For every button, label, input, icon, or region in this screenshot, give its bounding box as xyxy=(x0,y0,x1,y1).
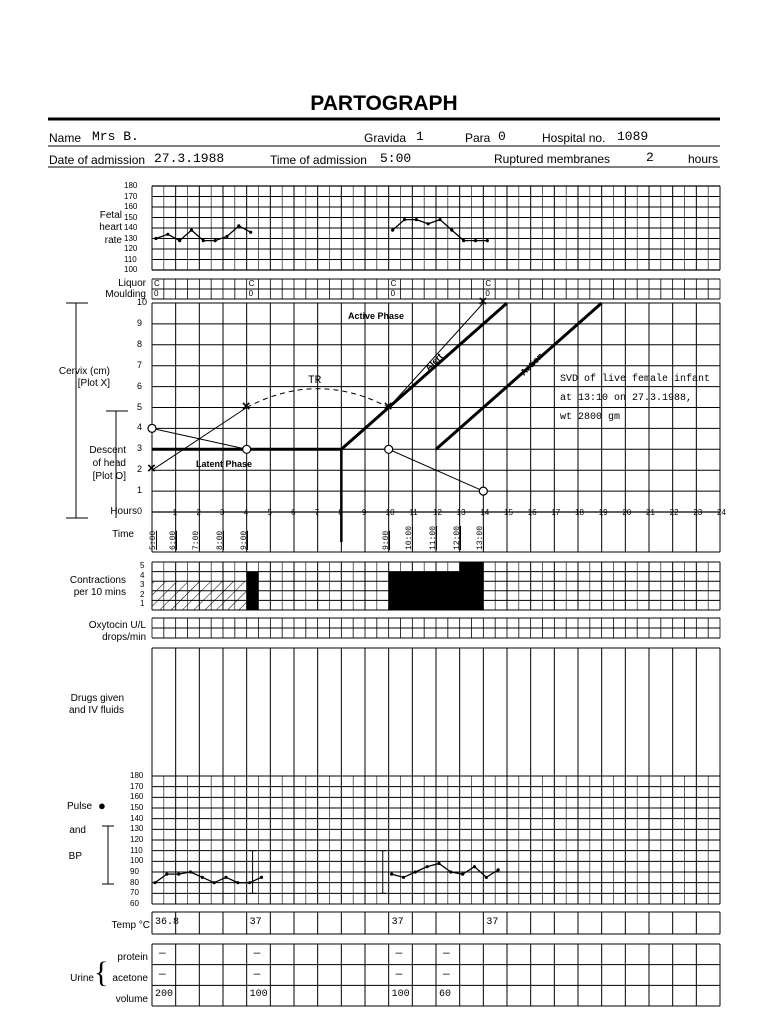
urine-label: Urine xyxy=(70,973,94,984)
hour-tick-label: 3 xyxy=(220,508,225,517)
alert-line-label: Alert xyxy=(423,351,445,373)
liquor-value: C xyxy=(248,279,255,288)
temp-value: 36.8 xyxy=(155,917,180,928)
moulding-label: Moulding xyxy=(105,289,146,300)
delivery-note-1: SVD of live female infant xyxy=(560,374,711,385)
fhr-label-1: Fetal xyxy=(99,210,122,221)
fhr-series-2-point xyxy=(403,218,406,221)
hour-tick-label: 4 xyxy=(243,508,249,517)
contraction-hatched-bar xyxy=(199,581,223,610)
contraction-hatched-bar xyxy=(223,581,247,610)
and-label: and xyxy=(69,825,86,836)
hour-tick-label: 5 xyxy=(267,508,272,517)
temp-value: 37 xyxy=(249,917,262,928)
volume-value: 60 xyxy=(439,989,452,1001)
bp-label: BP xyxy=(68,851,82,862)
descent-o-mark xyxy=(243,445,251,453)
pulse-series-2-point xyxy=(473,865,476,868)
contractions-label-1: Contractions xyxy=(69,575,126,586)
volume-value: 100 xyxy=(391,989,410,1001)
hour-tick-label: 8 xyxy=(338,508,343,517)
volume-value: 200 xyxy=(155,989,174,1001)
acetone-value: — xyxy=(395,968,403,981)
fhr-tick-label: 180 xyxy=(124,181,138,190)
pulse-tick-label: 140 xyxy=(130,813,144,823)
time-value: 9:00 xyxy=(239,530,249,550)
hour-tick-label: 12 xyxy=(433,508,442,517)
pulse-series-1-point xyxy=(177,873,180,876)
alert-line xyxy=(341,303,507,449)
oxytocin-label-1: Oxytocin U/L xyxy=(88,620,146,631)
hour-tick-label: 9 xyxy=(362,508,367,517)
pulse-tick-label: 150 xyxy=(130,803,144,812)
pulse-tick-label: 160 xyxy=(130,792,144,802)
oxytocin-label-2: drops/min xyxy=(102,632,146,643)
contractions-tick-label: 2 xyxy=(140,589,145,599)
hour-tick-label: 19 xyxy=(598,508,608,517)
ruptured-label: Ruptured membranes xyxy=(494,152,611,166)
fhr-series-2-point xyxy=(486,239,489,242)
pulse-series-2-point xyxy=(461,873,464,876)
temp-label: Temp °C xyxy=(111,920,150,931)
hours-axis-label: Hours xyxy=(110,506,137,517)
fhr-tick-label: 100 xyxy=(124,265,138,274)
pulse-tick-label: 80 xyxy=(130,877,139,887)
contractions-tick-label: 4 xyxy=(140,570,145,580)
para-label: Para xyxy=(465,131,491,145)
hour-tick-label: 13 xyxy=(456,508,466,517)
pulse-series-2-point xyxy=(437,862,440,865)
acetone-value: — xyxy=(253,968,261,981)
fhr-series-2-point xyxy=(462,239,465,242)
action-line-label: Action xyxy=(518,350,546,378)
pulse-tick-label: 90 xyxy=(130,867,139,876)
hour-tick-label: 21 xyxy=(646,508,655,517)
active-phase-label: Active Phase xyxy=(348,311,405,321)
hour-tick-label: 23 xyxy=(693,508,703,517)
pulse-tick-label: 170 xyxy=(130,781,144,791)
descent-o-mark xyxy=(148,424,156,432)
delivery-note-2: at 13:10 on 27.3.1988, xyxy=(560,393,693,404)
hour-tick-label: 15 xyxy=(504,508,513,517)
time-value: 8:00 xyxy=(216,530,225,550)
fhr-tick-label: 140 xyxy=(124,223,138,232)
fhr-series-1-point xyxy=(202,239,205,242)
delivery-note-3: wt 2800 gm xyxy=(560,412,621,423)
cervix-tick-label: 1 xyxy=(137,485,143,496)
acetone-value: — xyxy=(443,968,450,981)
fhr-tick-label: 130 xyxy=(124,233,138,243)
fhr-series-1-point xyxy=(154,237,157,240)
hour-tick-label: 17 xyxy=(551,508,561,517)
hour-tick-label: 24 xyxy=(717,508,726,517)
cervix-tick-label: 3 xyxy=(137,443,143,454)
pulse-series-1-point xyxy=(224,876,227,879)
volume-value: 100 xyxy=(249,989,268,1001)
pulse-series-1-point xyxy=(236,881,239,884)
hour-tick-label: 2 xyxy=(196,508,201,517)
hour-tick-label: 16 xyxy=(527,508,537,517)
pulse-series-2-point xyxy=(402,876,405,879)
pulse-tick-label: 100 xyxy=(130,856,144,866)
date-value: 27.3.1988 xyxy=(154,151,225,166)
gravida-value: 1 xyxy=(416,129,424,144)
para-value: 0 xyxy=(498,129,506,144)
fhr-tick-label: 150 xyxy=(124,212,138,222)
fhr-series-1-point xyxy=(166,233,169,236)
cervix-tick-label: 5 xyxy=(137,401,143,412)
drugs-label-1: Drugs given xyxy=(70,693,124,704)
fhr-series-2-point xyxy=(438,218,441,221)
time-value: 9:00 xyxy=(381,530,391,550)
dilation-x-mark: × xyxy=(478,294,488,311)
temp-value: 37 xyxy=(391,917,404,928)
cervix-tick-label: 7 xyxy=(137,359,143,370)
contraction-solid-bar xyxy=(247,572,259,610)
fhr-series-1-point xyxy=(178,239,181,242)
drugs-label-2: and IV fluids xyxy=(68,705,124,716)
date-label: Date of admission xyxy=(49,153,146,167)
fhr-series-2-point xyxy=(391,229,394,232)
time-admission-label: Time of admission xyxy=(270,153,367,167)
hour-tick-label: 20 xyxy=(622,508,632,517)
hour-tick-label: 6 xyxy=(291,508,296,517)
hours-label: hours xyxy=(688,152,719,166)
fhr-series-1-point xyxy=(190,229,193,232)
pulse-tick-label: 130 xyxy=(130,824,144,834)
cervix-tick-label: 0 xyxy=(137,506,143,516)
name-value: Mrs B. xyxy=(92,129,139,144)
protein-value: — xyxy=(159,948,166,960)
fhr-tick-label: 120 xyxy=(124,244,138,253)
name-label: Name xyxy=(49,131,82,145)
pulse-series-2-point xyxy=(449,870,452,873)
descent-o-mark xyxy=(385,445,393,453)
fhr-label-2: heart xyxy=(99,222,122,233)
fhr-series-1-point xyxy=(225,235,228,238)
descent-label-3: [Plot O] xyxy=(92,471,126,482)
pulse-series-1-point xyxy=(213,881,216,884)
pulse-series-1-point xyxy=(165,873,168,876)
pulse-series-1 xyxy=(155,872,262,883)
pulse-series-1-point xyxy=(201,876,204,879)
time-label: Time xyxy=(112,529,134,540)
descent-label-2: of head xyxy=(92,458,126,469)
time-value: 6:00 xyxy=(168,530,178,550)
fhr-series-2-point xyxy=(450,229,453,232)
contraction-solid-bar xyxy=(436,572,460,610)
cervix-tick-label: 8 xyxy=(137,338,143,349)
fhr-tick-label: 110 xyxy=(124,254,137,264)
fhr-series-1-point xyxy=(214,239,217,242)
descent-o-mark xyxy=(479,487,487,495)
fhr-tick-label: 170 xyxy=(124,191,138,201)
liquor-value: C xyxy=(485,279,492,288)
pulse-series-2-point xyxy=(414,870,417,873)
liquor-value: C xyxy=(154,279,160,288)
cervix-tick-label: 6 xyxy=(137,380,143,391)
protein-value: — xyxy=(253,948,261,960)
fhr-series-2-point xyxy=(474,239,477,242)
hour-tick-label: 14 xyxy=(480,508,490,517)
pulse-series-1-point xyxy=(248,881,251,884)
fhr-tick-label: 160 xyxy=(124,202,138,211)
contraction-hatched-bar xyxy=(152,581,176,610)
time-value: 11:00 xyxy=(429,525,438,550)
moulding-value: 0 xyxy=(485,289,490,298)
fhr-label-3: rate xyxy=(104,235,122,246)
cervix-tick-label: 9 xyxy=(137,317,143,328)
dilation-x-mark: × xyxy=(147,461,157,479)
pulse-series-2-point xyxy=(426,865,429,868)
hour-tick-label: 1 xyxy=(172,508,178,517)
pulse-series-1-point xyxy=(189,870,192,873)
descent-label-1: Descent xyxy=(89,445,126,456)
pulse-dot-icon: ● xyxy=(98,798,106,813)
dilation-x-mark: × xyxy=(241,398,251,416)
contraction-solid-bar xyxy=(412,572,436,610)
pulse-tick-label: 60 xyxy=(130,899,139,908)
pulse-tick-label: 120 xyxy=(130,835,144,844)
pulse-label: Pulse xyxy=(66,801,92,812)
moulding-value: 0 xyxy=(154,289,159,298)
fhr-series-2-point xyxy=(427,222,430,225)
tr-label: TR xyxy=(308,375,322,387)
gravida-label: Gravida xyxy=(364,131,407,145)
time-value: 12:00 xyxy=(452,525,462,550)
protein-value: — xyxy=(395,948,403,960)
hour-tick-label: 10 xyxy=(385,508,395,517)
hour-tick-label: 11 xyxy=(409,508,418,517)
fhr-series-1-point xyxy=(249,231,252,234)
pulse-series-2 xyxy=(392,863,499,877)
cervix-tick-label: 10 xyxy=(137,297,148,307)
protein-value: — xyxy=(443,948,450,960)
time-value: 5:00 xyxy=(149,530,158,550)
contractions-tick-label: 3 xyxy=(140,580,145,590)
pulse-series-2-point xyxy=(390,873,393,876)
liquor-label: Liquor xyxy=(118,278,146,289)
pulse-tick-label: 110 xyxy=(130,845,143,855)
pulse-tick-label: 70 xyxy=(130,888,139,898)
hour-tick-label: 18 xyxy=(575,508,584,517)
time-admission-value: 5:00 xyxy=(380,151,412,166)
ruptured-value: 2 xyxy=(646,150,654,165)
volume-label: volume xyxy=(115,994,148,1005)
hour-tick-label: 22 xyxy=(669,508,679,517)
contractions-tick-label: 5 xyxy=(140,561,145,570)
pulse-series-1-point xyxy=(153,881,156,884)
dilation-x-mark: × xyxy=(383,398,393,416)
latent-phase-label: Latent Phase xyxy=(196,459,253,469)
hospital-label: Hospital no. xyxy=(542,131,606,145)
time-value: 10:00 xyxy=(405,525,415,550)
moulding-value: 0 xyxy=(390,289,396,298)
time-value: 7:00 xyxy=(192,530,202,550)
liquor-value: C xyxy=(390,279,397,288)
urine-brace-icon: { xyxy=(94,956,109,989)
pulse-series-1-point xyxy=(260,876,263,879)
fhr-series-2-point xyxy=(415,218,418,221)
cervix-tick-label: 4 xyxy=(137,422,143,433)
page-title: PARTOGRAPH xyxy=(310,92,458,115)
time-value: 13:00 xyxy=(476,525,486,550)
cervix-sub-label: [Plot X] xyxy=(77,378,110,389)
fhr-series-2 xyxy=(393,220,488,241)
acetone-label: acetone xyxy=(112,973,148,984)
contractions-tick-label: 1 xyxy=(140,599,145,609)
moulding-value: 0 xyxy=(248,289,254,298)
hour-tick-label: 7 xyxy=(314,508,320,517)
contraction-solid-bar xyxy=(389,572,413,610)
acetone-value: — xyxy=(159,968,166,981)
contractions-label-2: per 10 mins xyxy=(73,587,126,598)
pulse-tick-label: 180 xyxy=(130,771,144,780)
pulse-series-2-point xyxy=(485,876,488,879)
contraction-solid-bar xyxy=(460,562,484,610)
protein-label: protein xyxy=(117,952,148,963)
temp-value: 37 xyxy=(486,917,499,928)
hospital-value: 1089 xyxy=(617,129,649,144)
cervix-tick-label: 2 xyxy=(137,464,143,475)
fhr-series-1-point xyxy=(237,224,240,227)
cervix-label: Cervix (cm) xyxy=(58,366,110,377)
contraction-hatched-bar xyxy=(176,581,200,610)
pulse-series-2-point xyxy=(497,868,500,871)
